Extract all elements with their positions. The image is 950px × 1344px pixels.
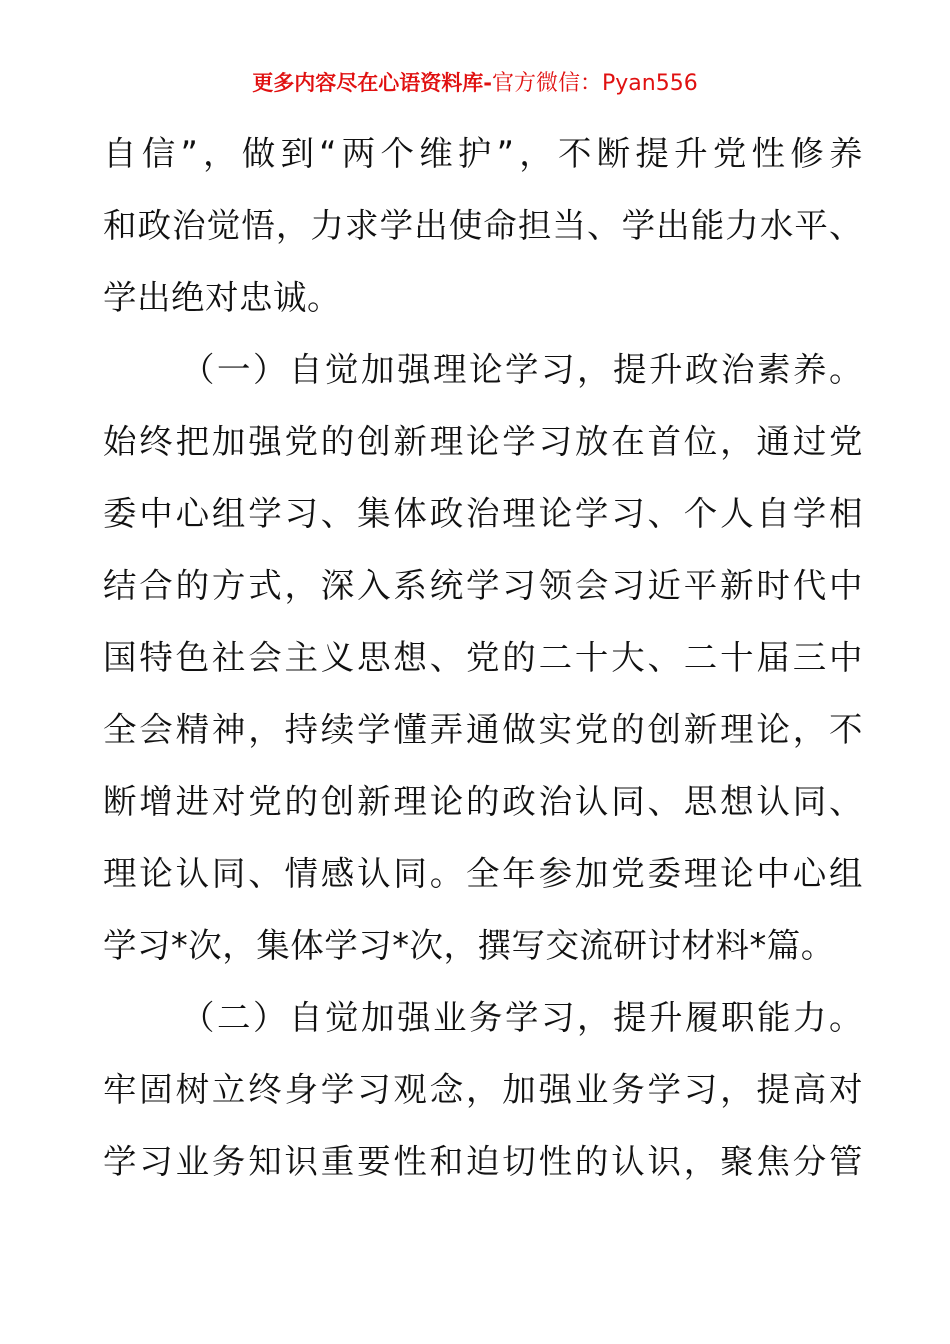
text-line: 自信”，做到“两个维护”，不断提升党性修养: [103, 134, 863, 173]
text-line: 牢固树立终身学习观念，加强业务学习，提高对: [103, 1070, 863, 1109]
header-wechat-id: Pyan556: [602, 71, 698, 96]
text-line: 始终把加强党的创新理论学习放在首位，通过党: [103, 422, 863, 461]
text-line: 国特色社会主义思想、党的二十大、二十届三中: [103, 638, 863, 677]
text-line: 学习*次，集体学习*次，撰写交流研讨材料*篇。: [103, 926, 835, 965]
header-prefix: 更多内容尽在心语资料库-: [252, 71, 492, 95]
watermark-header: [0, 68, 950, 99]
text-line: 和政治觉悟，力求学出使命担当、学出能力水平、: [103, 206, 863, 245]
section-heading-2: （二）自觉加强业务学习，提升履职能力。: [181, 998, 863, 1037]
text-line: 委中心组学习、集体政治理论学习、个人自学相: [103, 494, 863, 533]
text-line: 学出绝对忠诚。: [103, 278, 341, 317]
text-line: 结合的方式，深入系统学习领会习近平新时代中: [103, 566, 863, 605]
text-line: 断增进对党的创新理论的政治认同、思想认同、: [103, 782, 863, 821]
text-line: 理论认同、情感认同。全年参加党委理论中心组: [103, 854, 863, 893]
header-wechat-label: 官方微信：: [492, 71, 603, 96]
section-heading-1: （一）自觉加强理论学习，提升政治素养。: [181, 350, 863, 389]
text-line: 全会精神，持续学懂弄通做实党的创新理论，不: [103, 710, 863, 749]
text-line: 学习业务知识重要性和迫切性的认识，聚焦分管: [103, 1142, 863, 1181]
document-body: [103, 118, 863, 1198]
